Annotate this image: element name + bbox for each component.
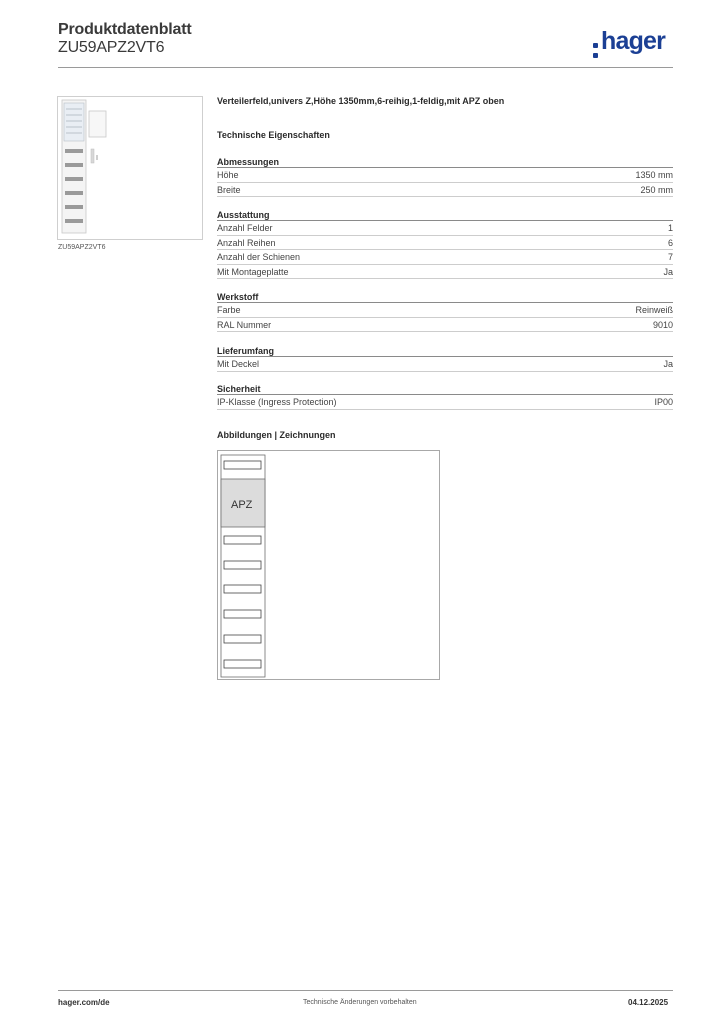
spec-value: 6: [667, 237, 673, 248]
logo-dots-icon: [593, 43, 599, 58]
spec-group-title: Sicherheit: [217, 383, 673, 395]
logo-text: hager: [601, 27, 666, 55]
spec-row: [217, 183, 673, 198]
footer-divider: [58, 990, 673, 991]
product-description: Verteilerfeld,univers Z,Höhe 1350mm,6-reihig,1-feldig,mit APZ oben: [217, 96, 505, 106]
spec-label: IP-Klasse (Ingress Protection): [217, 397, 337, 407]
spec-label: Mit Montageplatte: [217, 266, 289, 277]
product-image-caption: ZU59APZ2VT6: [58, 244, 106, 251]
spec-label: Mit Deckel: [217, 359, 260, 369]
product-image: [57, 96, 203, 240]
spec-row: [217, 303, 673, 318]
spec-label: Anzahl der Schienen: [217, 252, 301, 262]
spec-group-werkstoff: [217, 291, 673, 332]
product-photo-illustration: [58, 97, 202, 239]
distribution-panel-drawing: [218, 451, 439, 679]
article-number: ZU59APZ2VT6: [58, 39, 165, 56]
spec-group-lieferumfang: [217, 345, 673, 372]
spec-group-title: Abmessungen: [217, 156, 673, 168]
drawings-heading: Abbildungen | Zeichnungen: [217, 430, 336, 440]
spec-value: 1350 mm: [635, 170, 673, 180]
spec-label: Breite: [217, 184, 241, 195]
spec-value: 7: [667, 252, 673, 262]
spec-value: Reinweiß: [635, 305, 673, 315]
spec-row: [217, 357, 673, 372]
spec-value: Ja: [663, 266, 673, 277]
page-title: Produktdatenblatt: [58, 21, 192, 38]
header-divider: [58, 67, 673, 68]
spec-row: [217, 168, 673, 183]
spec-group-title: Ausstattung: [217, 209, 673, 221]
footer-disclaimer: Technische Änderungen vorbehalten: [303, 999, 417, 1006]
spec-row: [217, 250, 673, 265]
spec-row: [217, 318, 673, 333]
spec-group-sicherheit: [217, 383, 673, 410]
spec-group-abmessungen: [217, 156, 673, 197]
spec-value: 9010: [652, 319, 673, 330]
spec-label: Anzahl Felder: [217, 223, 273, 233]
spec-value: IP00: [654, 397, 673, 407]
spec-label: Anzahl Reihen: [217, 237, 276, 248]
spec-row: [217, 265, 673, 280]
spec-label: Höhe: [217, 170, 239, 180]
spec-label: RAL Nummer: [217, 319, 272, 330]
spec-group-ausstattung: [217, 209, 673, 279]
hager-logo: [593, 27, 665, 55]
spec-value: 250 mm: [640, 184, 673, 195]
spec-row: [217, 221, 673, 236]
technical-heading: Technische Eigenschaften: [217, 130, 330, 140]
spec-row: [217, 395, 673, 410]
spec-value: 1: [667, 223, 673, 233]
spec-group-title: Werkstoff: [217, 291, 673, 303]
spec-label: Farbe: [217, 305, 241, 315]
footer-website: hager.com/de: [58, 998, 110, 1007]
spec-value: Ja: [663, 359, 673, 369]
spec-group-title: Lieferumfang: [217, 345, 673, 357]
apz-label: APZ: [231, 499, 253, 511]
footer-date: 04.12.2025: [628, 998, 669, 1007]
technical-drawing: [217, 450, 440, 680]
spec-row: [217, 236, 673, 251]
